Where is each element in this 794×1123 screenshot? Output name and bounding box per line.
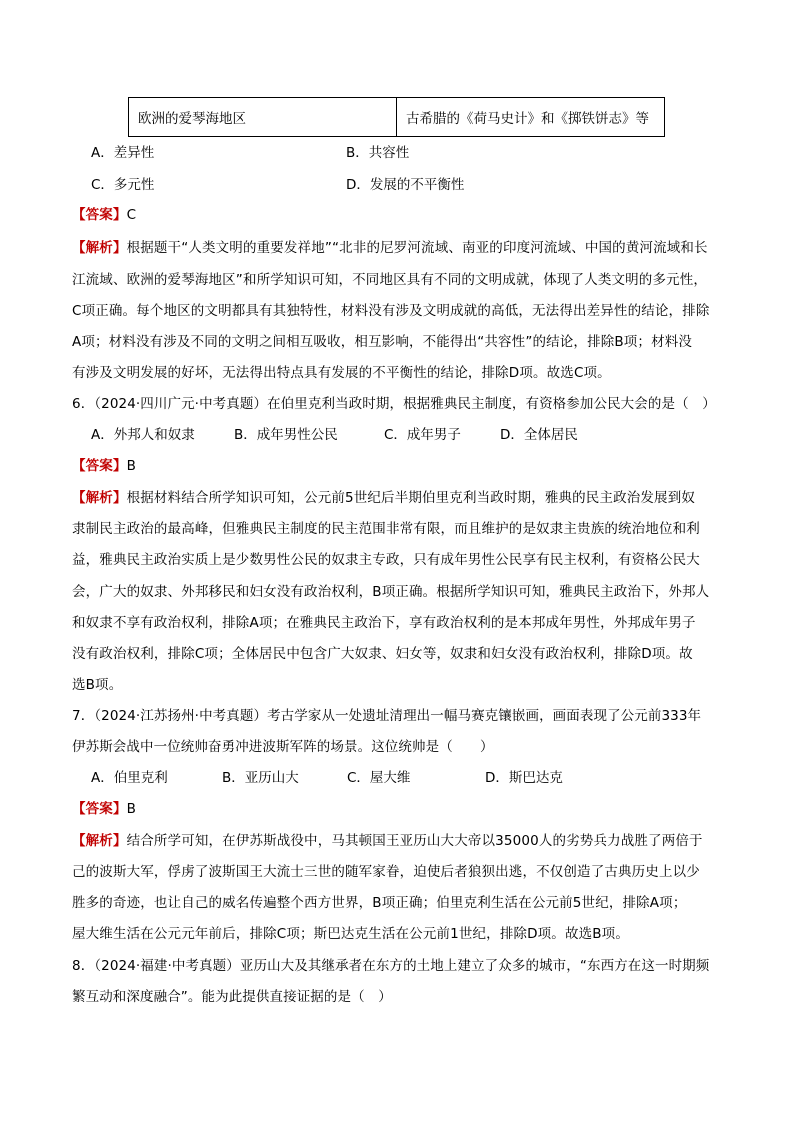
q6-analysis-line-7: 选B项。: [72, 677, 123, 693]
answer-tag: 【答案】: [72, 207, 127, 223]
q7-analysis-line-1: [72, 831, 722, 851]
q5-analysis-line-3: C项正确。每个地区的文明都具有其独特性，材料没有涉及文明成就的高低，无法得出差异性的结论，排除: [72, 303, 710, 319]
q6-analysis-line-3: 益，雅典民主政治实质上是少数男性公民的奴隶主专政，只有成年男性公民享有民主权利，有资格公民大: [72, 552, 700, 568]
analysis-text: 根据材料结合所学知识可知，公元前5世纪后半期伯里克利当政时期，雅典的民主政治发展到奴: [126, 490, 695, 506]
table-cell-achievement: 古希腊的《荷马史计》和《掷铁饼志》等: [397, 98, 665, 137]
analysis-tag: 【解析】: [72, 240, 127, 256]
q5-analysis-line-2: 江流域、欧洲的爱琴海地区”和所学知识可知，不同地区具有不同的文明成就，体现了人类文明的多元性，: [72, 272, 708, 288]
q6-option-c: C．成年男子: [384, 427, 461, 443]
q6-option-b: B．成年男性公民: [234, 427, 338, 443]
q6-option-a: A．外邦人和奴隶: [91, 427, 195, 443]
q5-option-d: D．发展的不平衡性: [346, 177, 465, 193]
q6-analysis-line-5: 和奴隶不享有政治权利，排除A项；在雅典民主政治下，享有政治权利的是本邦成年男性，外邦成年男子: [72, 615, 696, 631]
civilization-table: [128, 97, 665, 137]
answer-tag: 【答案】: [72, 801, 127, 817]
q5-analysis-line-5: 有涉及文明发展的好坏，无法得出特点具有发展的不平衡性的结论，排除D项。故选C项。: [72, 365, 611, 381]
analysis-text: 根据题干“人类文明的重要发祥地”“北非的尼罗河流域、南亚的印度河流域、中国的黄河流域和长: [126, 240, 708, 256]
q7-option-c: C．屋大维: [347, 770, 411, 786]
table-cell-region: 欧洲的爱琴海地区: [129, 98, 397, 137]
q7-analysis-line-3: 胜多的奇迹，也让自己的威名传遍整个西方世界，B项正确；伯里克利生活在公元前5世纪，排除A项；: [72, 895, 687, 911]
q6-option-d: D．全体居民: [500, 427, 578, 443]
q7-stem-line-1: 7．（2024·江苏扬州·中考真题）考古学家从一处遗址清理出一幅马赛克镶嵌画，画面表现了公元前333年: [72, 708, 702, 724]
q6-stem: 6．（2024·四川广元·中考真题）在伯里克利当政时期，根据雅典民主制度，有资格参加公民大会的是（ ）: [72, 396, 716, 412]
analysis-tag: 【解析】: [72, 833, 127, 849]
analysis-tag: 【解析】: [72, 490, 127, 506]
table-row: [129, 98, 665, 137]
q7-option-d: D．斯巴达克: [485, 770, 563, 786]
answer-value: C: [126, 207, 137, 223]
q8-stem-line-2: 繁互动和深度融合”。能为此提供直接证据的是（ ）: [72, 989, 392, 1005]
q6-answer: [72, 456, 722, 476]
answer-value: B: [126, 458, 137, 474]
q8-stem-line-1: 8．（2024·福建·中考真题）亚历山大及其继承者在东方的土地上建立了众多的城市，“东西方在这一时期频: [72, 958, 710, 974]
q5-option-a: A．差异性: [91, 145, 155, 161]
q6-analysis-line-4: 会，广大的奴隶、外邦移民和妇女没有政治权利，B项正确。根据所学知识可知，雅典民主政治下，外邦人: [72, 584, 710, 600]
q7-analysis-line-4: 屋大维生活在公元元年前后，排除C项；斯巴达克生活在公元前1世纪，排除D项。故选B项。: [72, 926, 629, 942]
q7-stem-line-2: 伊苏斯会战中一位统帅奋勇冲进波斯军阵的场景。这位统帅是（ ）: [72, 739, 494, 755]
answer-tag: 【答案】: [72, 458, 127, 474]
analysis-text: 结合所学可知，在伊苏斯战役中，马其顿国王亚历山大大帝以35000人的劣势兵力战胜了两倍于: [126, 833, 703, 849]
q6-analysis-line-6: 没有政治权利，排除C项；全体居民中包含广大奴隶、妇女等，奴隶和妇女没有政治权利，排除D项。故: [72, 646, 693, 662]
q7-answer: [72, 799, 722, 819]
q5-analysis-line-1: [72, 238, 722, 258]
q5-analysis-line-4: A项；材料没有涉及不同的文明之间相互吸收，相互影响，不能得出“共容性”的结论，排除B项；材料没: [72, 334, 693, 350]
q6-analysis-line-1: [72, 488, 722, 508]
q5-answer: [72, 205, 722, 225]
q5-option-c: C．多元性: [91, 177, 155, 193]
q7-option-b: B．亚历山大: [222, 770, 299, 786]
q5-option-b: B．共容性: [346, 145, 410, 161]
q6-analysis-line-2: 隶制民主政治的最高峰，但雅典民主制度的民主范围非常有限，而且维护的是奴隶主贵族的统治地位和利: [72, 521, 700, 537]
q7-analysis-line-2: 己的波斯大军，俘虏了波斯国王大流士三世的随军家眷，迫使后者狼狈出逃，不仅创造了古典历史上以少: [72, 864, 700, 880]
answer-value: B: [126, 801, 137, 817]
q7-option-a: A．伯里克利: [91, 770, 168, 786]
